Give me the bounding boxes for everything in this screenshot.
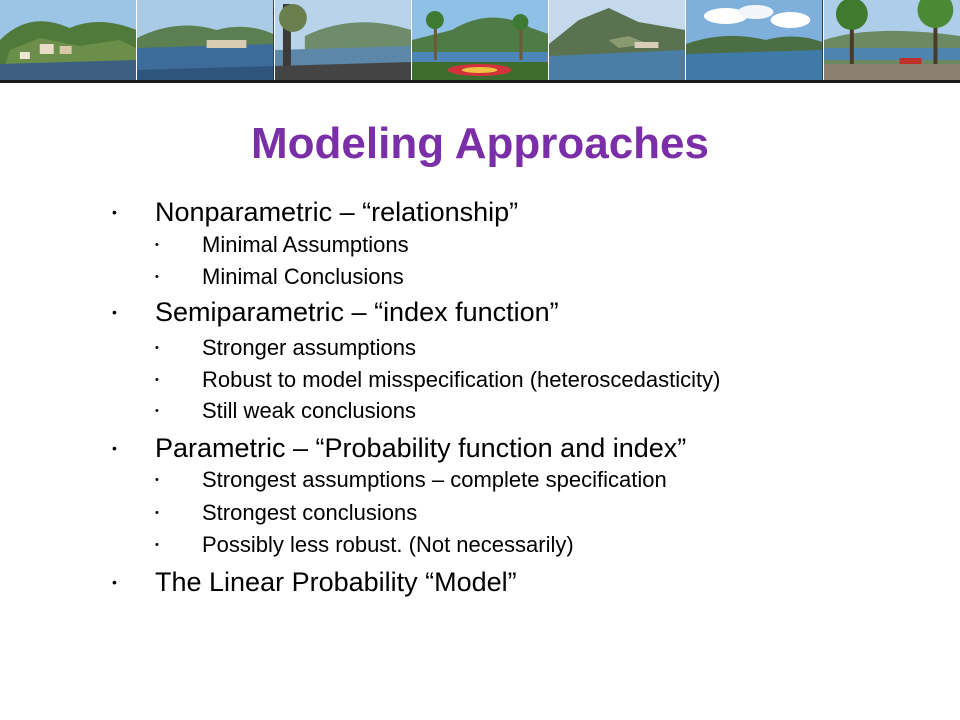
palm-garden-photo: [412, 0, 549, 80]
cloudy-lake-photo: [686, 0, 823, 80]
sub-bullet-dot-icon: •: [155, 342, 159, 354]
bullet-dot-icon: •: [112, 440, 117, 456]
sub-bullet-text: Robust to model misspecification (heteroscedasticity): [202, 367, 721, 392]
banner-divider: [0, 80, 960, 83]
hillside-village-photo: [0, 0, 137, 80]
bullet-dot-icon: •: [112, 574, 117, 590]
sub-bullet-dot-icon: •: [155, 539, 159, 551]
bullet-text: The Linear Probability “Model”: [155, 567, 517, 597]
photo-banner: [0, 0, 960, 80]
sub-bullet-text: Possibly less robust. (Not necessarily): [202, 532, 574, 557]
mountain-lake-photo: [549, 0, 686, 80]
sub-bullet-text: Stronger assumptions: [202, 335, 416, 360]
slide-title: Modeling Approaches: [251, 119, 709, 168]
tree-lined-lakefront-photo: [824, 0, 960, 80]
sub-bullet-text: Still weak conclusions: [202, 398, 416, 423]
bullet-text: Parametric – “Probability function and index”: [155, 433, 687, 463]
sub-bullet-text: Strongest assumptions – complete specification: [202, 467, 667, 492]
sub-bullet-dot-icon: •: [155, 239, 159, 251]
sub-bullet-dot-icon: •: [155, 374, 159, 386]
sub-bullet-dot-icon: •: [155, 405, 159, 417]
sub-bullet-text: Minimal Conclusions: [202, 264, 404, 289]
bullet-dot-icon: •: [112, 304, 117, 320]
bullet-text: Nonparametric – “relationship”: [155, 197, 519, 227]
sub-bullet-text: Minimal Assumptions: [202, 232, 409, 257]
sub-bullet-text: Strongest conclusions: [202, 500, 418, 525]
sub-bullet-dot-icon: •: [155, 474, 159, 486]
lake-town-photo: [137, 0, 274, 80]
bullet-dot-icon: •: [112, 204, 117, 220]
sub-bullet-dot-icon: •: [155, 507, 159, 519]
bullet-text: Semiparametric – “index function”: [155, 297, 559, 327]
sub-bullet-dot-icon: •: [155, 271, 159, 283]
lakeside-promenade-photo: [275, 0, 412, 80]
